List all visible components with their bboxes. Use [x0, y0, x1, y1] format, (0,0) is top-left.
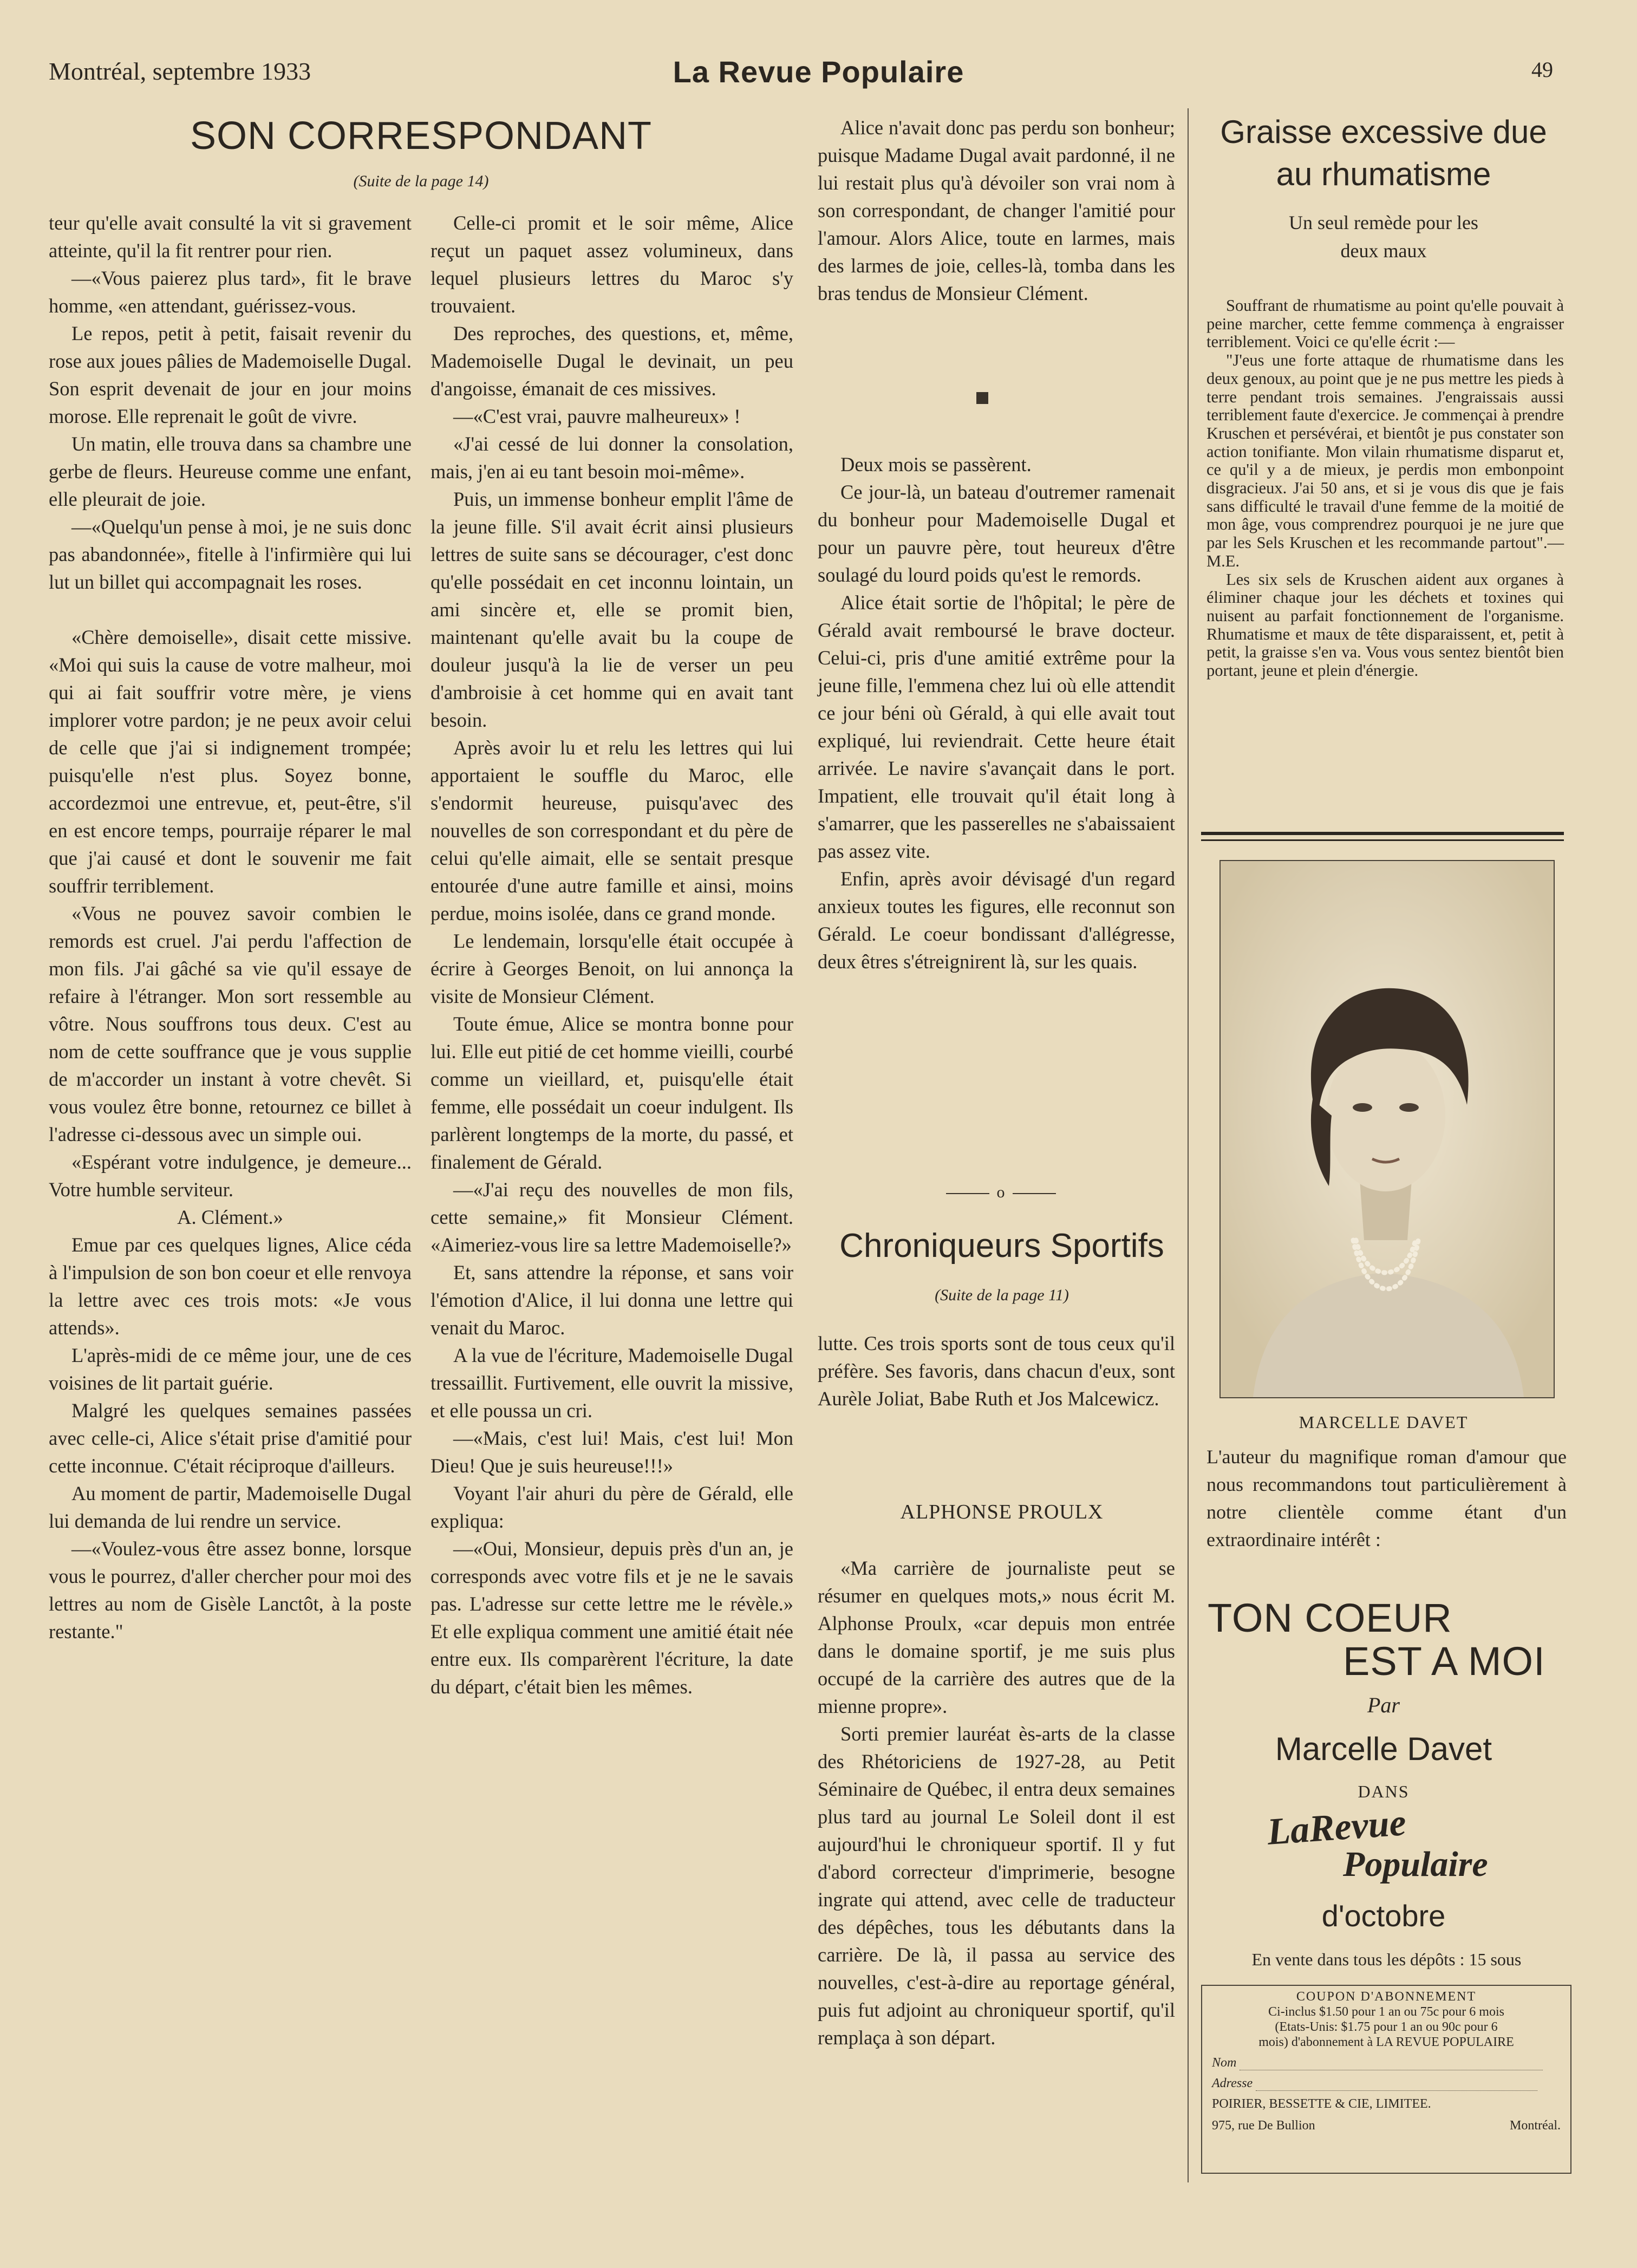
coupon-street: 975, rue De Bullion [1212, 2119, 1315, 2133]
author-portrait [1219, 860, 1555, 1398]
portrait-illustration [1221, 861, 1554, 1397]
story-continued-note: (Suite de la page 14) [353, 172, 489, 190]
sports-title: Chroniqueurs Sportifs [839, 1227, 1164, 1265]
paragraph: «Chère demoiselle», disait cette missive. «Moi qui suis la cause de votre malheur, moi qui ai fait souffrir votre mère, je viens implorer votre pardon; je ne peux avoir celui de celle que j'ai si indignement trompée; puisqu'elle n'est plus. Soyez bonne, accordezmoi une entrevue, et, peut-être, s'il en est encore temps, pourraije réparer le mal que j'ai causé et dont le souvenir me fait souffrir terriblement. [49, 626, 412, 897]
paragraph: —«Oui, Monsieur, depuis près d'un an, je corresponds avec votre fils et je ne le savais pas. L'adresse sur cette lettre me le révèle.» Et elle expliqua comment une amitié était née entre eux. Ils comparèrent l'écriture, la date du départ, c'était bien les mêmes. [431, 1537, 793, 1698]
in-label: DANS [1358, 1782, 1410, 1801]
paragraph: —«Mais, c'est lui! Mais, c'est lui! Mon Dieu! Que je suis heureuse!!!» [431, 1427, 793, 1477]
sidebar-rule-thick [1201, 832, 1564, 835]
coupon-line: Ci-inclus $1.50 pour 1 an ou 75c pour 6 mois [1268, 2005, 1504, 2019]
paragraph: Deux mois se passèrent. [840, 453, 1032, 475]
paragraph: L'après-midi de ce même jour, une de ces voisines de lit partait guérie. [49, 1344, 412, 1394]
coupon-name-field[interactable] [1202, 2055, 1570, 2070]
paragraph: «Espérant votre indulgence, je demeure... Votre humble serviteur. [49, 1151, 412, 1201]
paragraph: Alice était sortie de l'hôpital; le père de Gérald avait remboursé le brave docteur. Celui-ci, pris d'une amitié extrême pour la jeune fille, l'emmena chez lui où elle attendit ce jour béni où Gérald, à qui elle avait tout expliqué, lui reviendrait. Cette heure était arrivée. Le navire s'avançait dans le port. Impatient, elle trouvait qu'il était long à s'amarrer, que les passerelles ne s'abaissaient pas assez vite. [818, 591, 1175, 862]
issue-month: d'octobre [1321, 1899, 1446, 1933]
paragraph: Après avoir lu et relu les lettres qui lui apportaient le souffle du Maroc, elle s'endormit heureuse, puisqu'avec des nouvelles de son correspondant et du père de celui qu'elle aimait, elle se sentait presque entourée d'une autre famille et ainsi, moins perdue, moins isolée, dans ce grand monde. [431, 737, 793, 924]
paragraph: Ce jour-là, un bateau d'outremer ramenait du bonheur pour Mademoiselle Dugal et pour un pauvre père, tout heureux d'être soulagé du lourd poids qu'est le remords. [818, 481, 1175, 586]
book-title-line-2: EST A MOI [1343, 1639, 1545, 1684]
paragraph: Le lendemain, lorsqu'elle était occupée à écrire à Georges Benoit, on lui annonça la visite de Monsieur Clément. [431, 930, 793, 1007]
sports-continued-note: (Suite de la page 11) [935, 1286, 1069, 1304]
magazine-logo-line-2: Populaire [1343, 1845, 1488, 1884]
paragraph: Des reproches, des questions, et, même, Mademoiselle Dugal le devinait, un peu d'angoisse, émanait de ces missives. [431, 322, 793, 400]
coupon-title: COUPON D'ABONNEMENT [1296, 1990, 1477, 2004]
paragraph: Celle-ci promit et le soir même, Alice reçut un paquet assez volumineux, dans lequel plusieurs lettres du Maroc s'y trouvaient. [431, 212, 793, 317]
sale-notice: En vente dans tous les dépôts : 15 sous [1251, 1950, 1522, 1969]
coupon-publisher: POIRIER, BESSETTE & CIE, LIMITEE. [1212, 2097, 1431, 2111]
story-column-2 [431, 209, 793, 1700]
header-date: Montréal, septembre 1933 [49, 57, 311, 85]
story-column-3-top [818, 114, 1175, 307]
paragraph: Toute émue, Alice se montra bonne pour lui. Elle eut pitié de cet homme vieilli, courbé comme un vieillard, et, puisqu'elle était femme, elle possédait un coeur indulgent. Ils parlèrent longtemps de la morte, du passé, et finalement de Gérald. [431, 1013, 793, 1173]
portrait-caption: MARCELLE DAVET [1299, 1412, 1469, 1432]
sports-intro [818, 1329, 1175, 1412]
story-column-3-end [818, 451, 1175, 975]
sidebar-body [1206, 297, 1564, 680]
paragraph: Emue par ces quelques lignes, Alice céda à l'impulsion de son bon coeur et elle renvoya la lettre avec ces trois mots: «Je vous attends». [49, 1234, 412, 1339]
sidebar-subtitle-line: deux maux [1340, 240, 1427, 262]
paragraph: —«J'ai reçu des nouvelles de mon fils, cette semaine,» fit Monsieur Clément. «Aimeriez-vous lire sa lettre Mademoiselle?» [431, 1178, 793, 1256]
paragraph: Voyant l'air ahuri du père de Gérald, elle expliqua: [431, 1482, 793, 1532]
book-title-line-1: TON COEUR [1208, 1595, 1452, 1640]
magazine-logo-line-1: LaRevue [1266, 1802, 1407, 1853]
paragraph: lutte. Ces trois sports sont de tous ceux qu'il préfère. Ses favoris, dans chacun d'eux, sont Aurèle Joliat, Babe Ruth et Jos Malcewicz. [818, 1332, 1175, 1410]
story-title: SON CORRESPONDANT [190, 114, 653, 158]
section-divider [976, 392, 988, 404]
paragraph: Au moment de partir, Mademoiselle Dugal lui demanda de lui rendre un service. [49, 1482, 412, 1532]
paragraph: «J'ai cessé de lui donner la consolation, mais, j'en ai eu tant besoin moi-même». [431, 433, 793, 483]
masthead-title: La Revue Populaire [673, 55, 964, 89]
paragraph: «Vous ne pouvez savoir combien le remords est cruel. J'ai perdu l'affection de mon fils. J'ai gâché sa vie qu'il essaye de refaire à l'étranger. Mon sort ressemble au vôtre. Nous souffrons tous deux. C'est au nom de cette souffrance que je vous supplie de m'accorder un instant à votre chevêt. Si vous voulez être bonne, retournez ce billet à l'adresse ci-dessous avec un simple oui. [49, 902, 412, 1145]
paragraph: Sorti premier lauréat ès-arts de la classe des Rhétoriciens de 1927-28, au Petit Séminaire de Québec, il entra deux semaines plus tard au journal Le Soleil dont il est aujourd'hui le chroniqueur sportif. Il y fut d'abord correcteur d'imprimerie, besogne ingrate qui attend, avec celle de traducteur des dépêches, tous les débutants dans la carrière. De là, il passa au service des nouvelles, c'est-à-dire au reportage général, puis fut adjoint au chroniqueur sportif, qu'il remplaça à son départ. [818, 1723, 1175, 2049]
sports-author-heading: ALPHONSE PROULX [900, 1501, 1104, 1523]
coupon-address-row [1202, 2118, 1570, 2133]
sidebar-title [1194, 111, 1573, 195]
coupon-name-label: Nom [1212, 2056, 1237, 2070]
advert-author: Marcelle Davet [1275, 1731, 1492, 1767]
paragraph: —«Vous paierez plus tard», fit le brave homme, «en attendant, guérissez-vous. [49, 267, 412, 317]
paragraph: Enfin, après avoir dévisagé d'un regard anxieux toutes les figures, elle reconnut son Gérald. Le coeur bondissant d'allégresse, deux êtres s'étreignirent là, sur les quais. [818, 868, 1175, 973]
coupon-address-field[interactable] [1202, 2076, 1570, 2091]
paragraph: L'auteur du magnifique roman d'amour que nous recommandons tout particulièrement à notre clientèle comme étant d'un extraordinaire intérêt : [1206, 1446, 1567, 1550]
sidebar-subtitle-line: Un seul remède pour les [1289, 212, 1478, 233]
sidebar-title-line: Graisse excessive due [1220, 114, 1547, 150]
coupon-line: (Etats-Unis: $1.75 pour 1 an ou 90c pour 6 [1275, 2020, 1498, 2034]
story-end-divider: o [936, 1183, 1066, 1202]
paragraph: Les six sels de Kruschen aident aux organes à éliminer chaque jour les déchets et toxines qui nuisent au parfait fonctionnement de l'organisme. Rhumatisme et maux de tête disparaissent, et, petit à petit, la graisse s'en va. Vous vous sentez bientôt bien portant, jeune et plein d'énergie. [1206, 570, 1564, 680]
paragraph: "J'eus une forte attaque de rhumatisme dans les deux genoux, au point que je ne pus mettre les pieds à terre pendant trois semaines. J'engraissais aussi terriblement faute d'exercice. Je commençai à prendre Kruschen et persévérai, et bientôt je pus constater son action tonifiante. Mon vilain rhumatisme disparut et, ce qu'il y a de mieux, je perdis mon embonpoint disgracieux. J'ai 50 ans, et si je vous dis que je fais sans difficulté le travail d'une femme de la moitié de mon âge, vous comprendrez pourquoi je ne jure que par les Sels Kruschen et les recommande partout".—M.E. [1206, 351, 1564, 570]
sidebar-rule-thin [1201, 839, 1564, 841]
page-number: 49 [1531, 57, 1553, 82]
paragraph: —«Voulez-vous être assez bonne, lorsque vous le pourrez, d'aller chercher pour moi des lettres au nom de Gisèle Lanctôt, à la poste restante." [49, 1537, 412, 1643]
story-column-1 [49, 209, 412, 1645]
by-label: Par [1367, 1693, 1400, 1717]
paragraph: «Ma carrière de journaliste peut se résumer en quelques mots,» nous écrit M. Alphonse Proulx, «car depuis mon entrée dans le domaine sportif, je me suis plus occupé de la carrière des autres que de la mienne propre». [818, 1557, 1175, 1717]
paragraph: teur qu'elle avait consulté la vit si gravement atteinte, qu'il la fit rentrer pour rien. [49, 212, 412, 262]
paragraph: —«Quelqu'un pense à moi, je ne suis donc pas abandonnée», fitelle à l'infirmière qui lui lut un billet qui accompagnait les roses. [49, 516, 412, 593]
paragraph: Et, sans attendre la réponse, et sans voir l'émotion d'Alice, il lui donna une lettre qui venait du Maroc. [431, 1261, 793, 1339]
paragraph: —«C'est vrai, pauvre malheureux» ! [453, 405, 741, 427]
paragraph: A la vue de l'écriture, Mademoiselle Dugal tressaillit. Furtivement, elle ouvrit la missive, et elle poussa un cri. [431, 1344, 793, 1422]
advert-text [1206, 1443, 1567, 1554]
coupon-address-label: Adresse [1212, 2076, 1253, 2090]
letter-signature: A. Clément.» [177, 1206, 283, 1228]
sports-body [818, 1554, 1175, 2051]
paragraph: Malgré les quelques semaines passées avec celle-ci, Alice s'était prise d'amitié pour cette inconnue. C'était réciproque d'ailleurs. [49, 1399, 412, 1477]
sidebar-subtitle [1194, 208, 1573, 265]
paragraph: Un matin, elle trouva dans sa chambre une gerbe de fleurs. Heureuse comme une enfant, elle pleurait de joie. [49, 433, 412, 510]
paragraph: Souffrant de rhumatisme au point qu'elle pouvait à peine marcher, cette femme commença à engraisser terriblement. Voici ce qu'elle écrit :— [1206, 296, 1564, 351]
paragraph: Alice n'avait donc pas perdu son bonheur; puisque Madame Dugal avait pardonné, il ne lui restait plus qu'à dévoiler son vrai nom à son correspondant, de changer l'amitié pour l'amour. Alors Alice, toute en larmes, mais des larmes de joie, celles-là, tomba dans les bras tendus de Monsieur Clément. [818, 116, 1175, 304]
coupon-city: Montréal. [1510, 2119, 1561, 2133]
paragraph: Le repos, petit à petit, faisait revenir du rose aux joues pâlies de Mademoiselle Dugal. Son esprit devenait de jour en jour moins morose. Elle reprenait le goût de vivre. [49, 322, 412, 427]
sidebar-title-line: au rhumatisme [1276, 156, 1491, 192]
column-rule [1188, 108, 1189, 2182]
coupon-line: mois) d'abonnement à LA REVUE POPULAIRE [1258, 2035, 1514, 2049]
paragraph: Puis, un immense bonheur emplit l'âme de la jeune fille. S'il avait écrit ainsi plusieurs lettres de suite sans se décourager, c'est donc qu'elle possédait en cet inconnu lointain, un ami sincère et, elle se promit bien, maintenant qu'elle avait bu la coupe de douleur jusqu'à la lie de verser un peu d'ambroisie à cet homme qui en avait tant besoin. [431, 488, 793, 731]
subscription-coupon [1201, 1985, 1571, 2174]
